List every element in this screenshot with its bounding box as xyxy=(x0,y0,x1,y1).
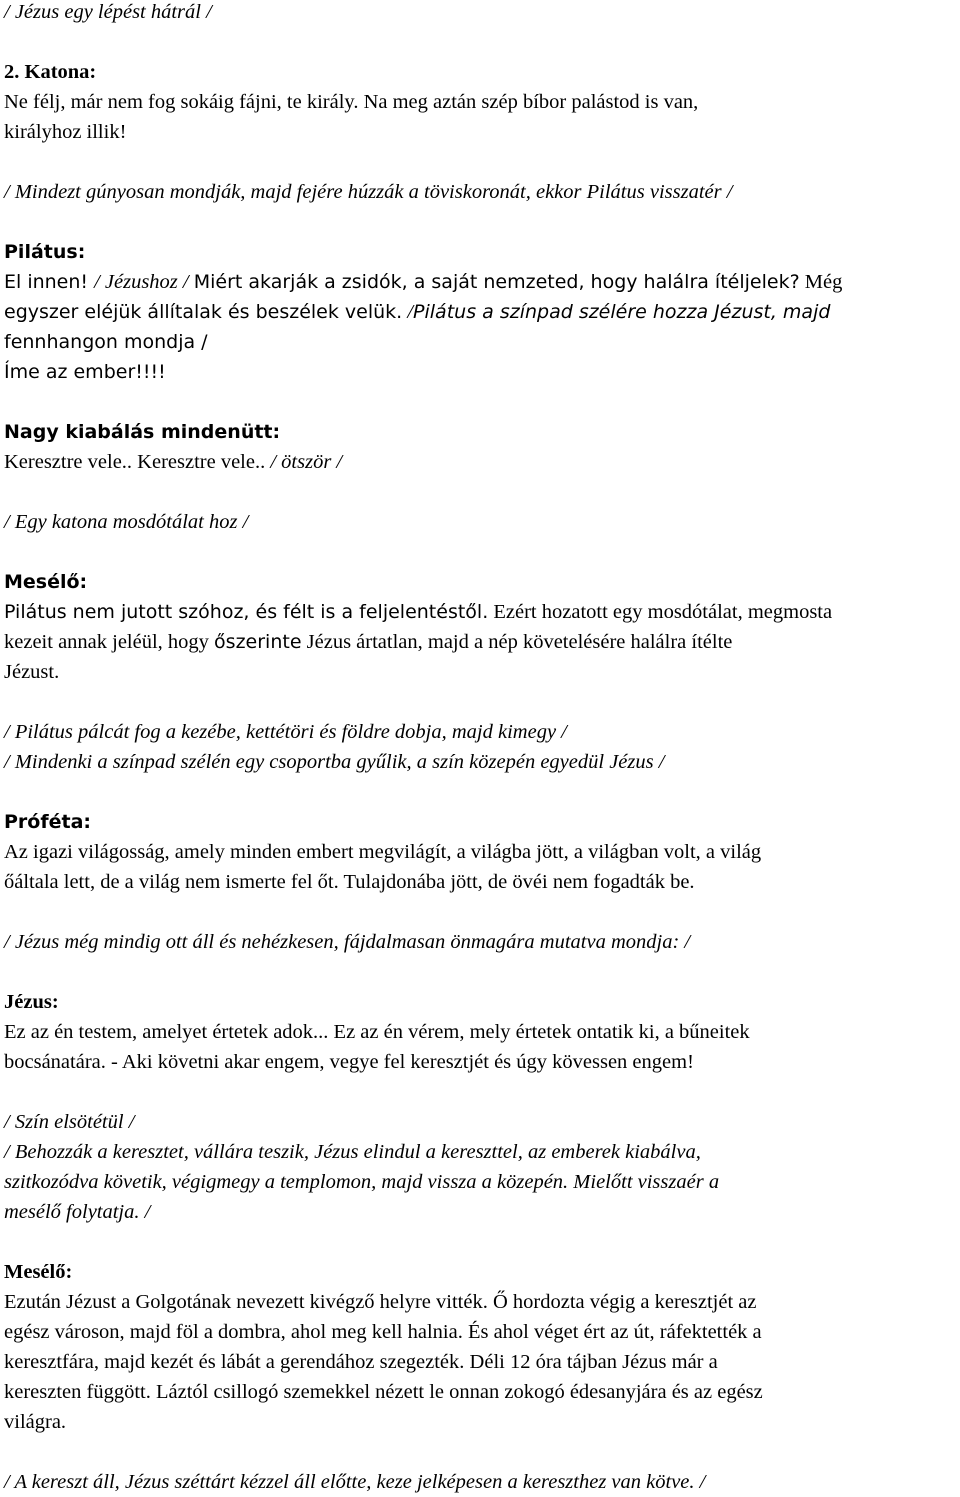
text-line xyxy=(4,327,956,357)
text-segment: Jézus ártatlan, majd a nép követelésére halálra ítélte xyxy=(301,631,733,653)
blank-line xyxy=(4,207,956,237)
text-segment: keresztfára, majd kezét és lábát a gerendához szegezték. Déli 12 óra tájban Jézus már a xyxy=(4,1351,718,1373)
text-line xyxy=(4,867,956,897)
text-line xyxy=(4,717,956,747)
text-segment: Az igazi világosság, amely minden embert megvilágít, a világba jött, a világban volt, a világ xyxy=(4,841,762,863)
text-line xyxy=(4,747,956,777)
text-segment: Keresztre vele.. Keresztre vele.. xyxy=(4,451,271,473)
blank-line xyxy=(4,147,956,177)
text-segment: világra. xyxy=(4,1411,67,1433)
text-line xyxy=(4,0,956,27)
stage-direction: / Pilátus pálcát fog a kezébe, kettétöri és földre dobja, majd kimegy / xyxy=(4,721,567,743)
text-line xyxy=(4,1317,956,1347)
text-segment: őszerinte xyxy=(214,631,302,653)
blank-line xyxy=(4,1077,956,1107)
text-segment: Ezután Jézust a Golgotának nevezett kivégző helyre vitték. Ő hordozta végig a keresztjét az xyxy=(4,1291,757,1313)
text-segment: kezeit annak jeléül, hogy xyxy=(4,631,215,653)
text-segment: Ne félj, már nem fog sokáig fájni, te király. Na meg aztán szép bíbor palástod is van, xyxy=(4,91,699,113)
stage-direction: / ötször / xyxy=(270,451,343,473)
text-line xyxy=(4,267,956,297)
stage-direction: / Jézus még mindig ott áll és nehézkesen, fájdalmasan önmagára mutatva mondja: / xyxy=(4,931,691,953)
stage-direction: / A kereszt áll, Jézus széttárt kézzel áll előtte, keze jelképesen a kereszthez van kötve. / xyxy=(4,1471,706,1493)
stage-direction: / Behozzák a keresztet, vállára teszik, Jézus elindul a kereszttel, az emberek kiabálva, xyxy=(4,1141,701,1163)
blank-line xyxy=(4,387,956,417)
stage-direction: szitkozódva követik, végigmegy a templomon, majd vissza a közepén. Mielőtt visszaér a xyxy=(4,1171,720,1193)
stage-direction: / Jézushoz / xyxy=(94,271,194,293)
text-segment: Még xyxy=(799,271,843,293)
text-line xyxy=(4,447,956,477)
text-line xyxy=(4,1377,956,1407)
blank-line xyxy=(4,477,956,507)
text-segment: Pilátus nem jutott szóhoz, és félt is a feljelentéstől. xyxy=(4,601,489,623)
text-segment: Jézust. xyxy=(4,661,60,683)
text-segment: őáltala lett, de a világ nem ismerte fel őt. xyxy=(4,871,339,893)
text-line xyxy=(4,1167,956,1197)
blank-line xyxy=(4,957,956,987)
text-line xyxy=(4,357,956,387)
stage-direction: / Mindezt gúnyosan mondják, majd fejére húzzák a töviskoronát, ekkor Pilátus visszatér / xyxy=(4,181,733,203)
blank-line xyxy=(4,1227,956,1257)
text-line xyxy=(4,807,956,837)
speaker-label: Jézus: xyxy=(4,991,59,1013)
blank-line xyxy=(4,777,956,807)
text-line xyxy=(4,927,956,957)
text-segment: egész városon, majd föl a dombra, ahol meg kell halnia. És ahol véget ért az út, ráfektették a xyxy=(4,1321,762,1343)
speaker-label: Pilátus: xyxy=(4,241,86,263)
text-segment: fennhangon mondja / xyxy=(4,331,208,353)
speaker-label: Mesélő: xyxy=(4,571,88,593)
text-segment: El innen! xyxy=(4,271,95,293)
text-line xyxy=(4,1197,956,1227)
stage-direction: / Mindenki a színpad szélén egy csoportba gyűlik, a szín közepén egyedül Jézus / xyxy=(4,751,665,773)
text-line xyxy=(4,1047,956,1077)
text-line xyxy=(4,1107,956,1137)
text-line xyxy=(4,1137,956,1167)
text-line xyxy=(4,627,956,657)
text-segment: kereszten függött. Láztól csillogó szemekkel nézett le onnan zokogó édesanyjára és az egész xyxy=(4,1381,763,1403)
text-line xyxy=(4,1257,956,1287)
stage-direction: / Jézus egy lépést hátrál / xyxy=(4,1,212,23)
text-segment: Ez az én testem, amelyet értetek adok... Ez az én vérem, mely értetek ontatik ki, a bűneitek xyxy=(4,1021,750,1043)
text-line xyxy=(4,1467,956,1497)
text-line xyxy=(4,417,956,447)
text-segment: egyszer eléjük állítalak és beszélek velük. xyxy=(4,301,403,323)
blank-line xyxy=(4,537,956,567)
text-segment: Miért akarják a zsidók, a saját nemzeted, hogy halálra ítéljelek? xyxy=(193,271,800,293)
stage-direction: / xyxy=(402,301,414,323)
text-segment: bocsánatára. - Aki követni akar engem, vegye fel keresztjét és úgy kövessen engem! xyxy=(4,1051,694,1073)
text-segment: királyhoz illik! xyxy=(4,121,127,143)
text-line xyxy=(4,1017,956,1047)
blank-line xyxy=(4,1437,956,1467)
text-line xyxy=(4,117,956,147)
text-line xyxy=(4,177,956,207)
text-line xyxy=(4,57,956,87)
text-segment: Tulajdonába jött, de övéi nem fogadták be. xyxy=(338,871,695,893)
speaker-label: Próféta: xyxy=(4,811,92,833)
blank-line xyxy=(4,27,956,57)
text-line xyxy=(4,1347,956,1377)
text-line xyxy=(4,237,956,267)
text-line xyxy=(4,87,956,117)
blank-line xyxy=(4,687,956,717)
stage-direction: mesélő folytatja. / xyxy=(4,1201,151,1223)
text-line xyxy=(4,1407,956,1437)
text-line xyxy=(4,297,956,327)
text-line xyxy=(4,1287,956,1317)
stage-direction: Pilátus a színpad szélére hozza Jézust, majd xyxy=(413,301,831,323)
speaker-label: 2. Katona: xyxy=(4,61,97,83)
text-line xyxy=(4,987,956,1017)
blank-line xyxy=(4,897,956,927)
stage-direction: / Egy katona mosdótálat hoz / xyxy=(4,511,249,533)
document-page xyxy=(4,0,956,1497)
text-segment: Íme az ember!!!! xyxy=(4,361,166,383)
text-line xyxy=(4,597,956,627)
text-line xyxy=(4,567,956,597)
text-line xyxy=(4,507,956,537)
text-line xyxy=(4,657,956,687)
text-line xyxy=(4,837,956,867)
speaker-label: Mesélő: xyxy=(4,1261,73,1283)
text-segment: Ezért hozatott egy mosdótálat, megmosta xyxy=(488,601,833,623)
stage-direction: / Szín elsötétül / xyxy=(4,1111,135,1133)
speaker-label: Nagy kiabálás mindenütt: xyxy=(4,421,281,443)
